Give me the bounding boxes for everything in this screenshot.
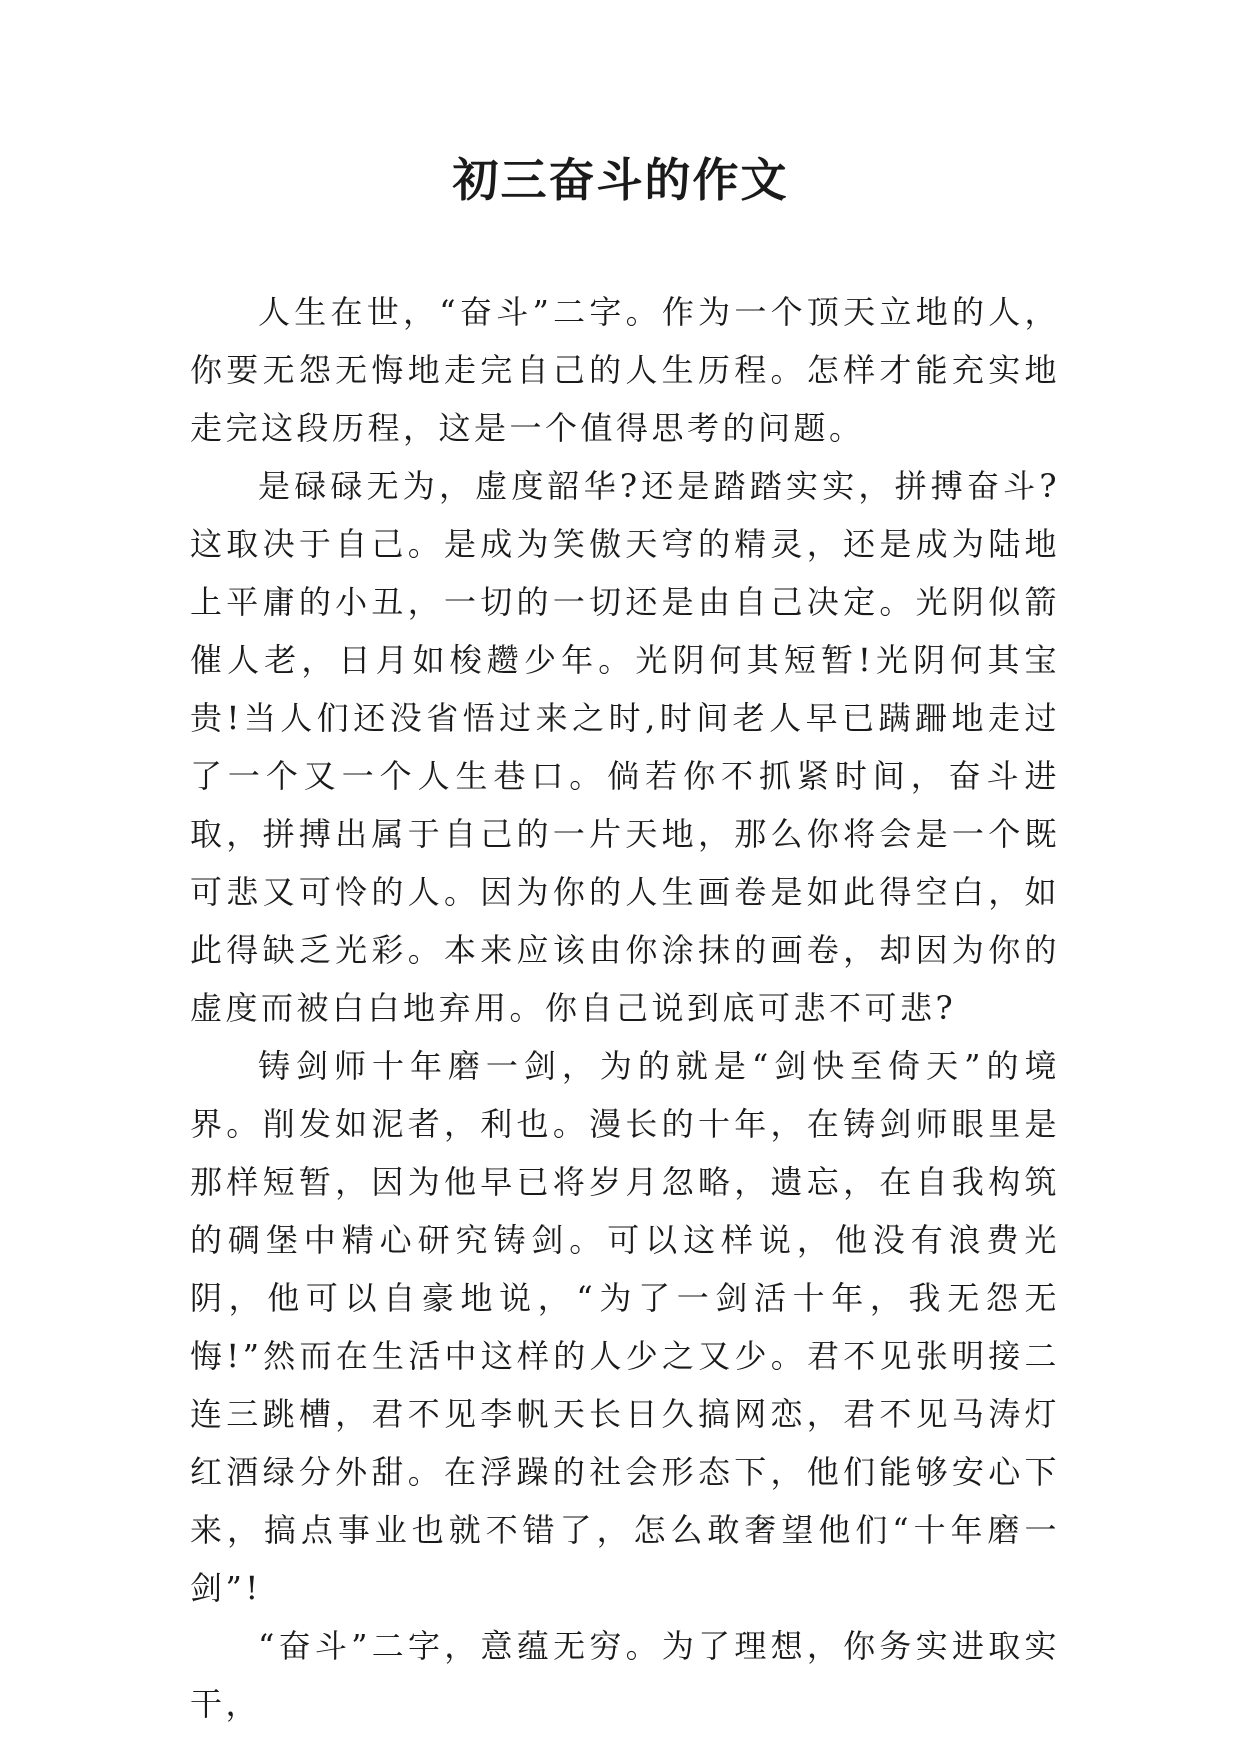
document-title: 初三奋斗的作文 [452,153,789,207]
paragraph-1: 人生在世，“奋斗”二字。作为一个顶天立地的人，你要无怨无悔地走完自己的人生历程。怎样才能充实地走完这段历程，这是一个值得思考的问题。 [190,293,1060,447]
document-body [190,283,1060,1733]
paragraph-3: 铸剑师十年磨一剑，为的就是“剑快至倚天”的境界。削发如泥者，利也。漫长的十年，在铸剑师眼里是那样短暂，因为他早已将岁月忽略，遗忘，在自我构筑的碉堡中精心研究铸剑。可以这样说，他没有浪费光阴，他可以自豪地说，“为了一剑活十年，我无怨无悔!”然而在生活中这样的人少之又少。君不见张明接二连三跳槽，君不见李帆天长日久搞网恋，君不见马涛灯红酒绿分外甜。在浮躁的社会形态下，他们能够安心下来，搞点事业也就不错了，怎么敢奢望他们“十年磨一剑”! [190,1047,1060,1607]
paragraph-2: 是碌碌无为，虚度韶华?还是踏踏实实，拼搏奋斗?这取决于自己。是成为笑傲天穹的精灵，还是成为陆地上平庸的小丑，一切的一切还是由自己决定。光阴似箭催人老，日月如梭趱少年。光阴何其短暂!光阴何其宝贵!当人们还没省悟过来之时,时间老人早已蹒跚地走过了一个又一个人生巷口。倘若你不抓紧时间，奋斗进取，拼搏出属于自己的一片天地，那么你将会是一个既可悲又可怜的人。因为你的人生画卷是如此得空白，如此得缺乏光彩。本来应该由你涂抹的画卷，却因为你的虚度而被白白地弃用。你自己说到底可悲不可悲? [190,467,1060,1027]
paragraph-4: “奋斗”二字，意蕴无穷。为了理想，你务实进取实干， [190,1627,1060,1723]
